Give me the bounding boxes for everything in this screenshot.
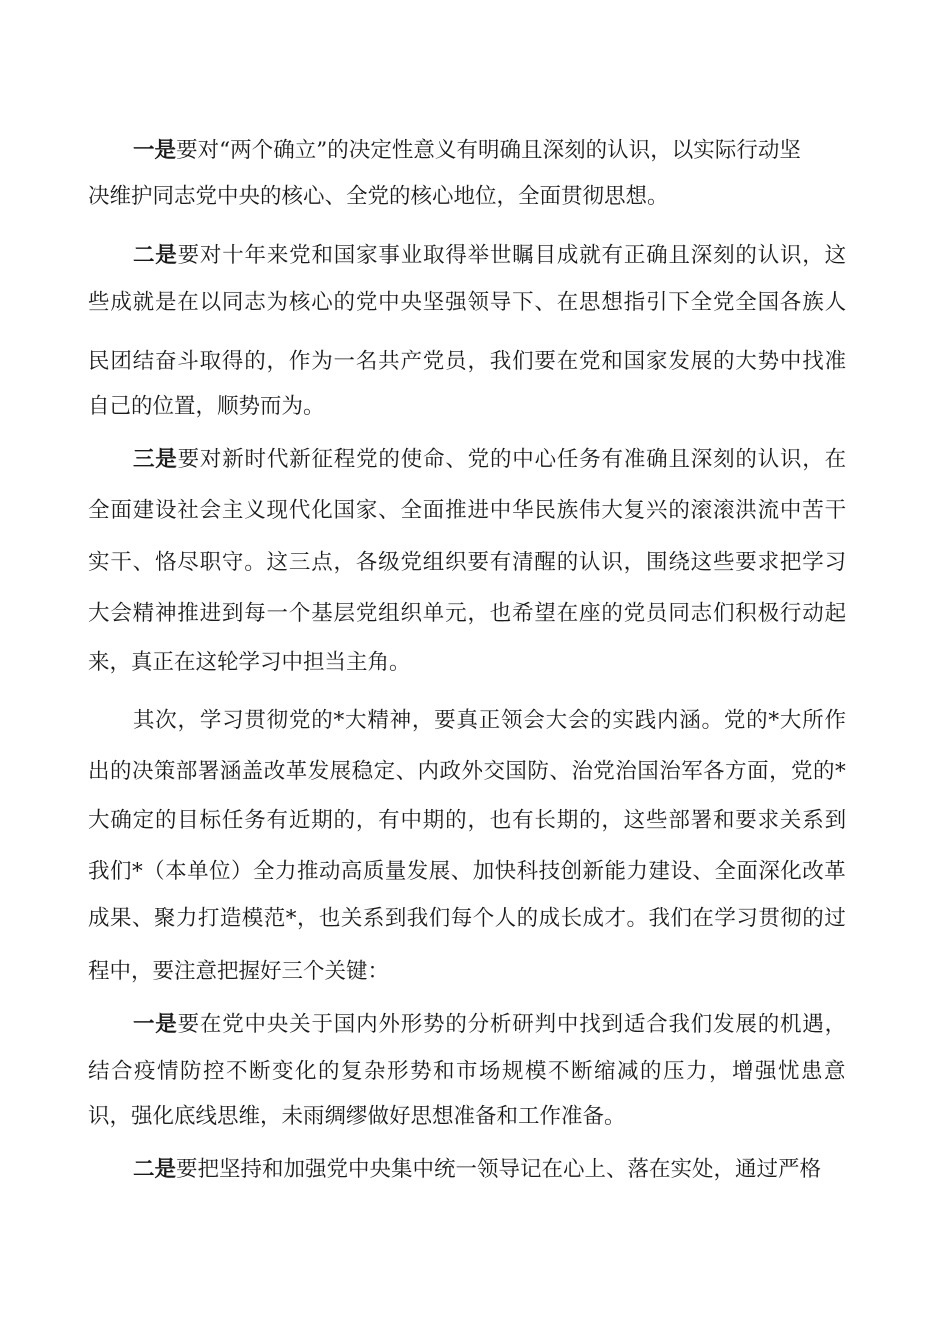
paragraph-lead: 一是: [133, 138, 177, 163]
paragraph-lead: 二是: [133, 1157, 177, 1182]
paragraph-line: [133, 443, 847, 477]
paragraph-line: 全面建设社会主义现代化国家、全面推进中华民族伟大复兴的滚滚洪流中苦干: [88, 498, 847, 523]
paragraph-line: [133, 134, 845, 168]
paragraph-line: 大确定的目标任务有近期的，有中期的，也有长期的，这些部署和要求关系到: [88, 808, 847, 833]
line-text: 要把坚持和加强党中央集中统一领导记在心上、落在实处，通过严格: [176, 1157, 822, 1182]
paragraph-line: [133, 239, 847, 273]
line-text: 要对十年来党和国家事业取得举世瞩目成就有正确且深刻的认识，这: [177, 243, 847, 268]
paragraph-line: 成果、聚力打造模范*，也关系到我们每个人的成长成才。我们在学习贯彻的过: [88, 906, 847, 931]
line-text: 要在党中央关于国内外形势的分析研判中找到适合我们发展的机遇，: [177, 1012, 847, 1037]
paragraph-line: 识，强化底线思维，未雨绸缪做好思想准备和工作准备。: [88, 1104, 626, 1129]
paragraph-line: 自己的位置，顺势而为。: [88, 394, 325, 419]
paragraph-line: 决维护同志党中央的核心、全党的核心地位，全面贯彻思想。: [88, 184, 669, 209]
paragraph-line: 民团结奋斗取得的，作为一名共产党员，我们要在党和国家发展的大势中找准: [88, 349, 847, 374]
paragraph-line: 其次，学习贯彻党的*大精神，要真正领会大会的实践内涵。党的*大所作: [133, 708, 847, 733]
paragraph-line: [133, 1153, 821, 1187]
paragraph-line: 结合疫情防控不断变化的复杂形势和市场规模不断缩减的压力，增强忧患意: [88, 1059, 848, 1084]
paragraph-lead: 三是: [133, 447, 178, 472]
paragraph-line: 实干、恪尽职守。这三点，各级党组织要有清醒的认识，围绕这些要求把学习: [88, 550, 847, 575]
paragraph-line: 程中，要注意把握好三个关键：: [88, 959, 390, 984]
paragraph-line: 些成就是在以同志为核心的党中央坚强领导下、在思想指引下全党全国各族人: [88, 290, 847, 315]
line-text: 要对“两个确立”的决定性意义有明确且深刻的认识，以实际行动坚: [176, 138, 801, 163]
paragraph-line: 出的决策部署涵盖改革发展稳定、内政外交国防、治党治国治军各方面，党的*: [88, 759, 847, 784]
paragraph-line: 大会精神推进到每一个基层党组织单元，也希望在座的党员同志们积极行动起: [88, 601, 847, 626]
paragraph-line: 我们*（本单位）全力推动高质量发展、加快科技创新能力建设、全面深化改革: [88, 859, 847, 884]
paragraph-lead: 二是: [133, 243, 178, 268]
paragraph-lead: 一是: [133, 1012, 178, 1037]
paragraph-line: 来，真正在这轮学习中担当主角。: [88, 650, 411, 675]
line-text: 要对新时代新征程党的使命、党的中心任务有准确且深刻的认识，在: [177, 447, 847, 472]
paragraph-line: [133, 1008, 847, 1042]
